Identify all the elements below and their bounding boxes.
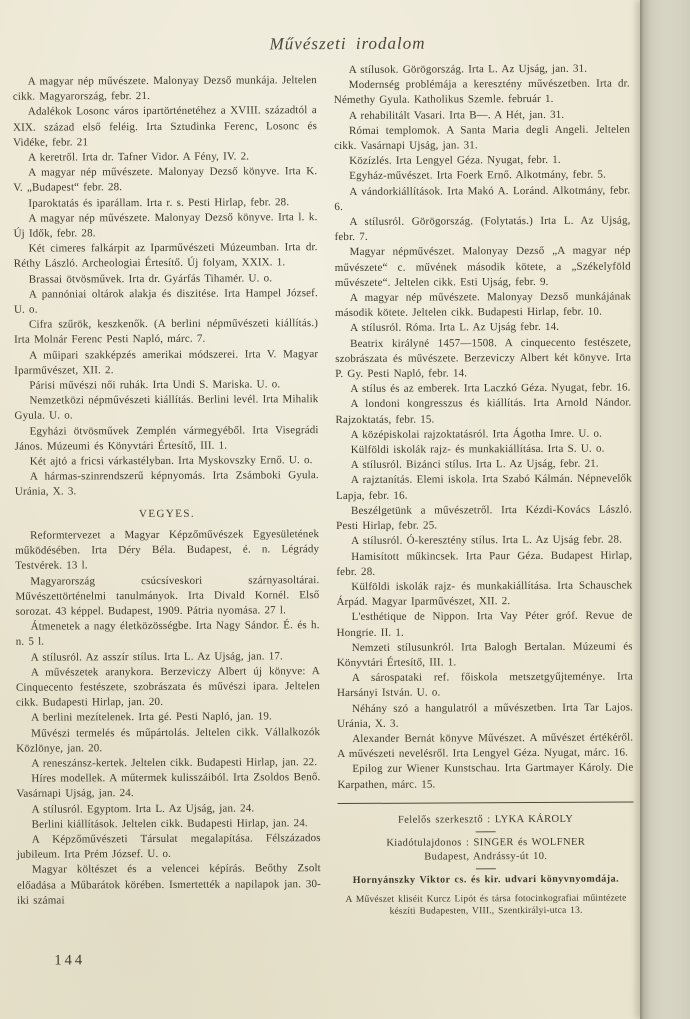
- bibliography-entry: A stílus és az emberek. Irta Laczkó Géza. Nyugat, febr. 16.: [350, 381, 631, 396]
- bibliography-entry: Reformtervezet a Magyar Képzőművészek Egyesületének működésében. Irta Déry Béla. Budapest, é. n. Légrády Testvérek. 13 l.: [15, 528, 320, 573]
- bibliography-entry: Külföldi iskolák rajz- és munkakiállítása. Irta Schauschek Árpád. Magyar Iparművészet, XII. 2.: [336, 579, 633, 609]
- bibliography-entry: Beatrix királyné 1457—1508. A cinquecento festészete, szobrászata és művészete. Berzeviczy Albert két könyve. Irta P. Gy. Pesti Napló, febr. 14.: [335, 336, 632, 381]
- bibliography-entry: A műipari szakképzés amerikai módszerei. Irta V. Magyar Iparművészet, XII. 2.: [14, 347, 319, 377]
- bibliography-entry: A keretről. Irta dr. Tafner Vidor. A Fény, IV. 2.: [28, 150, 250, 164]
- bibliography-entry: A magyar nép művészete. Malonyay Dezső munkájának második kötete. Jeltelen cikk. Budapesti Hirlap, febr. 10.: [334, 290, 631, 320]
- editor-line: Felelős szerkesztő : LYKA KÁROLY: [397, 813, 574, 826]
- footer-dash-divider: [476, 868, 496, 869]
- bibliography-entry: Külföldi iskolák rajz- és munkakiállítása. Irta S. U. o.: [350, 442, 605, 457]
- imprint-footer: [338, 801, 635, 918]
- book-edge-shadow: [640, 0, 690, 1019]
- bibliography-entry: A hármas-szinrendszerű képnyomás. Irta Zsámboki Gyula. Uránia, X. 3.: [14, 469, 319, 499]
- bibliography-entry: A rehabilitált Vasari. Irta B—. A Hét, jan. 31.: [348, 108, 565, 122]
- bibliography-entry: A magyar nép művészete. Malonyay Dezső könyve. Irta K. V. „Budapest“ febr. 28.: [13, 165, 318, 195]
- bibliography-entry: A londoni kongresszus és kiállítás. Irta Arnold Nándor. Rajzoktatás, febr. 15.: [335, 396, 632, 426]
- bibliography-entry: A művészetek aranykora. Berzeviczy Albert új könyve: A Cinquecento festészete, szobrászata és művészi ipara. Jeltelen cikk. Budapesti Hirlap, jan. 20.: [15, 664, 320, 709]
- bibliography-entry: A stílusról. Bizánci stílus. Irta L. Az Ujság, febr. 21.: [350, 457, 599, 472]
- bibliography-entry: Egyházi ötvösművek Zemplén vármegyéből. Irta Visegrádi János. Múzeumi és Könyvtári Értesítő, III. 1.: [14, 423, 319, 453]
- bibliography-list-left-bottom: [15, 527, 321, 909]
- bibliography-entry: Beszélgetünk a művészetről. Irta Kézdi-Kovács László. Pesti Hirlap, febr. 25.: [336, 503, 633, 533]
- bibliography-entry: A magyar nép művészete. Malonyay Dezső munkája. Jeltelen cikk. Magyarország, febr. 21.: [12, 74, 317, 103]
- running-title: Művészeti irodalom: [269, 33, 426, 54]
- bibliography-entry: A Képzőművészeti Társulat megalapítása. Félszázados jubileum. Irta Prém József. U. o.: [16, 832, 321, 861]
- bibliography-list-left-top: [13, 73, 319, 500]
- bibliography-entry: A stílusról. Róma. Irta L. Az Ujság febr. 14.: [350, 321, 560, 335]
- bibliography-entry: Magyar népművészet. Malonyay Dezső „A magyar nép művészete“ c. művének második kötete, a „Székelyföld művészete“. Jeltelen cikk. Esti Ujság, febr. 9.: [334, 244, 631, 289]
- bibliography-entry: Berlini kiállítások. Jeltelen cikk. Budapesti Hirlap, jan. 24.: [31, 816, 308, 831]
- bibliography-entry: Alexander Bernát könyve Művészet. A művészet értékéről. A művészeti nevelésről. Irta Lengyel Géza. Nyugat, márc. 16.: [337, 731, 634, 761]
- bibliography-entry: Epilog zur Wiener Kunstschau. Irta Gartmayer Károly. Die Karpathen, márc. 15.: [337, 761, 634, 791]
- bibliography-entry: A sárospataki ref. főiskola metszetgyűjteménye. Irta Harsányi István. U. o.: [336, 670, 633, 700]
- bibliography-entry: A rajztanítás. Elemi iskola. Irta Szabó Kálmán. Népnevelők Lapja, febr. 16.: [335, 472, 632, 502]
- cliche-note: A Művészet kliséit Kurcz Lipót és társa fotocinkografiai műintézete készíti Budapesten, VIII., Szentkirályi-utca 13.: [345, 893, 627, 917]
- left-column: [13, 73, 321, 909]
- bibliography-entry: A vándorkiállítások. Irta Makó A. Loránd. Alkotmány, febr. 6.: [334, 184, 631, 213]
- bibliography-entry: A stílusról. Az asszír stílus. Irta L. Az Ujság, jan. 17.: [30, 649, 283, 664]
- bibliography-entry: Művészi termelés és műpártolás. Jeltelen cikk. Vállalkozók Közlönye, jan. 20.: [16, 725, 321, 755]
- bibliography-entry: Egyház-művészet. Irta Foerk Ernő. Alkotmány, febr. 5.: [349, 169, 606, 183]
- bibliography-entry: A pannóniai oltárok alakja és diszitése. Irta Hampel József. U. o.: [13, 286, 318, 316]
- bibliography-entry: Cifra szűrök, keszkenők. (A berlini népművészeti kiállítás.) Irta Molnár Ferenc Pesti Napló, márc. 7.: [14, 317, 319, 347]
- bibliography-entry: Római templomok. A Santa Maria degli Angeli. Jeltelen cikk. Vasárnapi Ujság, jan. 31.: [334, 123, 631, 153]
- bibliography-list-right: [334, 62, 634, 793]
- bibliography-entry: Iparoktatás és iparállam. Irta r. s. Pesti Hirlap, febr. 28.: [28, 195, 290, 210]
- bibliography-entry: L'esthétique de Nippon. Irta Vay Péter gróf. Revue de Hongrie. II. 1.: [336, 609, 633, 639]
- bibliography-entry: A berlini mezítelenek. Irta gé. Pesti Napló, jan. 19.: [31, 710, 272, 724]
- bibliography-entry: Két ajtó a fricsi várkastélyban. Irta Myskovszky Ernő. U. o.: [29, 454, 313, 468]
- bibliography-entry: Adalékok Losonc város ipartörténetéhez a XVIII. századtól a XIX. század első feléig. Irta Sztudinka Ferenc, Losonc és Vidéke, febr. 21: [12, 104, 318, 149]
- right-column: [334, 62, 634, 918]
- bibliography-entry: Párisi művészi női ruhák. Irta Undi S. Mariska. U. o.: [29, 378, 281, 392]
- footer-dash-divider: [476, 831, 496, 832]
- bibliography-entry: Híres modellek. A műtermek kulisszáiból. Irta Zsoldos Benő. Vasárnapi Ujság, jan. 24.: [16, 771, 321, 801]
- printer-line: Hornyánszky Viktor cs. és kir. udvari könyvnyomdája.: [352, 873, 620, 886]
- page-number: 144: [54, 952, 86, 969]
- bibliography-entry: A stílusról. Görögország. (Folytatás.) Irta L. Az Ujság, febr. 7.: [334, 214, 631, 244]
- bibliography-entry: Átmenetek a nagy életközösségbe. Irta Nagy Sándor. É. és h. n. 5 l.: [15, 619, 320, 649]
- bibliography-entry: Magyarország csúcsíveskori szárnyasoltárai. Művészettörténelmi tanulmányok. Irta Divald Kornél. Első sorozat. 43 képpel. Budapest, 1909. Pátria nyomása. 27 l.: [15, 573, 320, 618]
- bibliography-entry: Két cimeres falkárpit az Iparművészeti Múzeumban. Irta dr. Réthy László. Archeologiai Értesítő. Új folyam, XXIX. 1.: [13, 241, 318, 271]
- bibliography-entry: A stílusról. Ó-keresztény stílus. Irta L. Az Ujság febr. 28.: [351, 533, 623, 548]
- publisher-address: Budapest, Andrássy-út 10.: [424, 850, 548, 863]
- bibliography-entry: Nemzetközi népművészeti kiállítás. Berlini levél. Irta Mihalik Gyula. U. o.: [14, 393, 319, 423]
- bibliography-entry: Néhány szó a hangulatról a művészetben. Irta Tar Lajos. Uránia, X. 3.: [337, 701, 634, 730]
- bibliography-entry: A stílusok. Görögország. Irta L. Az Ujság, jan. 31.: [348, 62, 588, 76]
- bibliography-entry: Modernség problémája a keresztény művészetben. Irta dr. Némethy Gyula. Katholikus Szemle. február 1.: [333, 77, 630, 107]
- bibliography-entry: Nemzeti stílusunkról. Irta Balogh Bertalan. Múzeumi és Könyvtári Értesítő, III. 1.: [336, 640, 633, 669]
- section-heading-vegyes: VEGYES.: [139, 507, 196, 520]
- bibliography-entry: Hamisított műkincsek. Irta Paur Géza. Budapest Hirlap, febr. 28.: [336, 548, 633, 578]
- bibliography-entry: A magyar nép művészete. Malonyay Dezső könyve. Irta l. k. Új Idők, febr. 28.: [13, 210, 318, 240]
- bibliography-entry: Közízlés. Irta Lengyel Géza. Nyugat, febr. 1.: [349, 154, 561, 168]
- bibliography-entry: A stílusról. Egyptom. Irta L. Az Ujság, jan. 24.: [31, 802, 255, 816]
- publisher-line: Kiadótulajdonos : SINGER és WOLFNER: [386, 836, 586, 849]
- bibliography-entry: A középiskolai rajzoktatásról. Irta Ágotha Imre. U. o.: [350, 427, 603, 441]
- bibliography-entry: A reneszánsz-kertek. Jeltelen cikk. Budapesti Hirlap, jan. 22.: [31, 756, 318, 770]
- bibliography-entry: Magyar költészet és a velencei képírás. Beőthy Zsolt előadása a Műbarátok körében. Ismertették a napilapok jan. 30-iki számai: [16, 862, 321, 907]
- footer-divider: [338, 801, 634, 804]
- bibliography-entry: Brassai ötvösművek. Irta dr. Gyárfás Tihamér. U. o.: [28, 272, 273, 286]
